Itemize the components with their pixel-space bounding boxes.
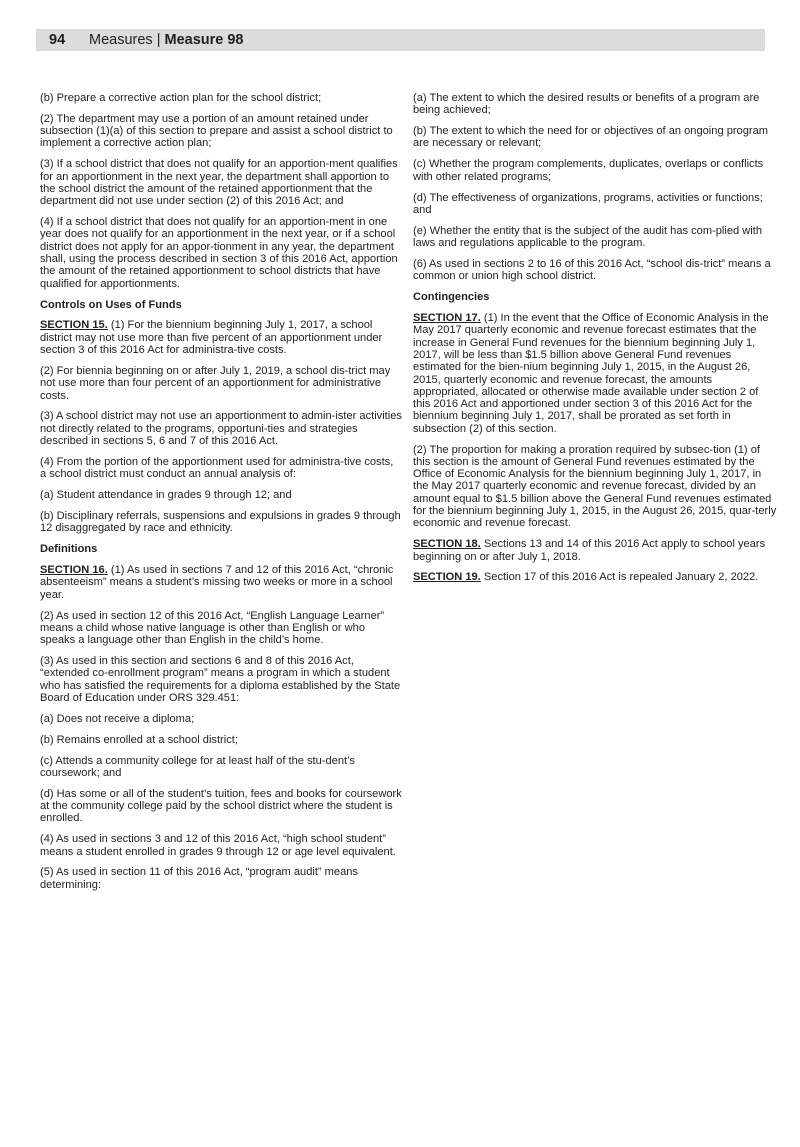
section-paragraph [40, 319, 402, 356]
paragraph-text: (3) If a school district that does not qualify for an apportion-ment qualifies for an apportionment in the next year, the department shall apportion to the school district the amount of the retained apportionment that the department did not use under section (2) of this 2016 Act; and [40, 158, 398, 208]
paragraph-text: (a) Does not receive a diploma; [40, 712, 195, 725]
section-label: SECTION 17. [413, 312, 481, 325]
paragraph [413, 158, 778, 183]
section-heading: Contingencies [413, 291, 490, 304]
paragraph-text: (b) Disciplinary referrals, suspensions and expulsions in grades 9 through 12 disaggregated by race and ethnicity. [40, 509, 401, 535]
paragraph-text: (4) If a school district that does not qualify for an apportion-ment in one year does not qualify for an apportionment in the next year, or if a school district does not apply for an appor-tionment in any year, the department shall, using the process described in section 3 of this 2016 Act, apportion the amount of the retained apportionment to school districts that have qualified for apportionments. [40, 216, 398, 290]
paragraph [40, 655, 402, 704]
paragraph [40, 456, 402, 481]
paragraph-text: (d) Has some or all of the student’s tuition, fees and books for coursework at the community college paid by the school district where the student is enrolled. [40, 787, 402, 825]
paragraph [40, 158, 402, 207]
paragraph-text: Section 17 of this 2016 Act is repealed January 2, 2022. [480, 571, 759, 584]
paragraph-text: (4) From the portion of the apportionment used for administra-tive costs, a school district must conduct an annual analysis of: [40, 455, 394, 481]
paragraph [413, 192, 778, 217]
paragraph [40, 510, 402, 535]
paragraph [40, 713, 402, 725]
paragraph [40, 788, 402, 825]
paragraph [40, 113, 402, 150]
paragraph [40, 489, 402, 501]
section-paragraph [40, 564, 402, 601]
paragraph-text: (5) As used in section 11 of this 2016 Act, “program audit” means determining: [40, 866, 358, 891]
paragraph-text: (2) As used in section 12 of this 2016 Act, “English Language Learner” means a child whose native language is other than English or who speaks a language other than English in the child’s home. [40, 609, 385, 647]
header-title [89, 31, 244, 49]
paragraph [40, 833, 402, 858]
paragraph [40, 755, 402, 780]
paragraph-text: Sections 13 and 14 of this 2016 Act apply to school years beginning on or after July 1, 2018. [413, 538, 766, 563]
paragraph [40, 734, 402, 746]
paragraph-text: (2) For biennia beginning on or after July 1, 2019, a school dis-trict may not use more than four percent of an apportionment for administrative costs. [40, 364, 391, 402]
paragraph-text: (3) A school district may not use an apportionment to admin-ister activities not directly related to the programs, opportuni-ties and strategies described in sections 5, 6 and 7 of this 2016 Act. [40, 410, 402, 447]
section-label: SECTION 19. [413, 571, 481, 584]
paragraph [40, 866, 402, 891]
paragraph-text: (d) The effectiveness of organizations, programs, activities or functions; and [413, 191, 763, 216]
section-label: SECTION 16. [40, 564, 108, 577]
paragraph [413, 225, 778, 250]
paragraph-text: (1) For the biennium beginning July 1, 2017, a school district may not use more than five percent of an apportionment under section 3 of this 2016 Act for administra-tive costs. [40, 319, 383, 357]
section-heading: Controls on Uses of Funds [40, 298, 182, 311]
paragraph-text: (b) The extent to which the need for or objectives of an ongoing program are necessary or relevant; [413, 125, 769, 150]
paragraph-text: (6) As used in sections 2 to 16 of this 2016 Act, “school dis-trict” means a common or union high school district. [413, 257, 771, 283]
section-paragraph [413, 538, 778, 563]
paragraph [413, 444, 778, 530]
paragraph-text: (2) The department may use a portion of an amount retained under subsection (1)(a) of this section to prepare and assist a school district to implement a corrective action plan; [40, 112, 393, 150]
section-label: SECTION 18. [413, 538, 481, 551]
paragraph-text: (a) The extent to which the desired results or benefits of a program are being achieved; [413, 92, 760, 117]
paragraph-text: (b) Prepare a corrective action plan for the school district; [40, 92, 322, 104]
paragraph [413, 125, 778, 150]
paragraph [40, 610, 402, 647]
paragraph [40, 410, 402, 447]
right-column [413, 92, 778, 592]
paragraph-text: (1) In the event that the Office of Economic Analysis in the May 2017 quarterly economic and revenue forecast estimates that the increase in General Fund revenues for the biennium beginning July 1, 2017, will be less than $1.5 billion above General Fund revenues estimated for the bien-nium beginning July 1, 2015, in the August 26, 2015, quarterly economic and revenue forecast, the amounts appropriated, allocated or otherwise made available under section 2 of this 2016 Act and apportioned under section 3 of this 2016 Act for the biennium beginning July 1, 2017, shall be prorated as set forth in subsection (2) of this section. [413, 312, 769, 435]
paragraph-text: (3) As used in this section and sections 6 and 8 of this 2016 Act, “extended co-enrollment program” means a program in which a student who has satisfied the requirements for a diploma established by the State Board of Education under ORS 329.451: [40, 655, 401, 704]
section-paragraph [413, 571, 778, 583]
paragraph-text: (2) The proportion for making a proration required by subsec-tion (1) of this section is the amount of General Fund revenues estimated by the Office of Economic Analysis for the biennium beginning July 1, 2017, in the May 2017 quarterly economic and revenue forecast, divided by an amount equal to $1.5 billion above the General Fund revenues estimated for the biennium beginning July 1, 2015, in the August 26, 2015, quar-terly economic and revenue forecast. [413, 443, 777, 530]
section-label: SECTION 15. [40, 319, 108, 332]
page-header [36, 29, 765, 51]
header-measure: Measure 98 [164, 32, 244, 48]
paragraph-text: (b) Remains enrolled at a school district; [40, 733, 238, 746]
section-paragraph [413, 312, 778, 435]
section-heading: Definitions [40, 543, 98, 556]
paragraph [40, 92, 402, 104]
paragraph-text: (a) Student attendance in grades 9 through 12; and [40, 489, 292, 502]
paragraph-text: (c) Whether the program complements, duplicates, overlaps or conflicts with other related programs; [413, 158, 764, 183]
page-number: 94 [49, 32, 66, 48]
paragraph [413, 258, 778, 283]
left-column [40, 92, 402, 900]
header-section: Measures | [89, 32, 161, 48]
paragraph-text: (c) Attends a community college for at least half of the stu-dent’s coursework; and [40, 754, 355, 779]
paragraph [40, 365, 402, 402]
paragraph [413, 92, 778, 117]
paragraph-text: (1) As used in sections 7 and 12 of this 2016 Act, “chronic absenteeism” means a student’s missing two weeks or more in a school year. [40, 564, 394, 601]
paragraph [40, 216, 402, 290]
paragraph-text: (e) Whether the entity that is the subject of the audit has com-plied with laws and regulations applicable to the program. [413, 224, 763, 250]
paragraph-text: (4) As used in sections 3 and 12 of this 2016 Act, “high school student” means a student enrolled in grades 9 through 12 or age level equivalent. [40, 833, 396, 858]
